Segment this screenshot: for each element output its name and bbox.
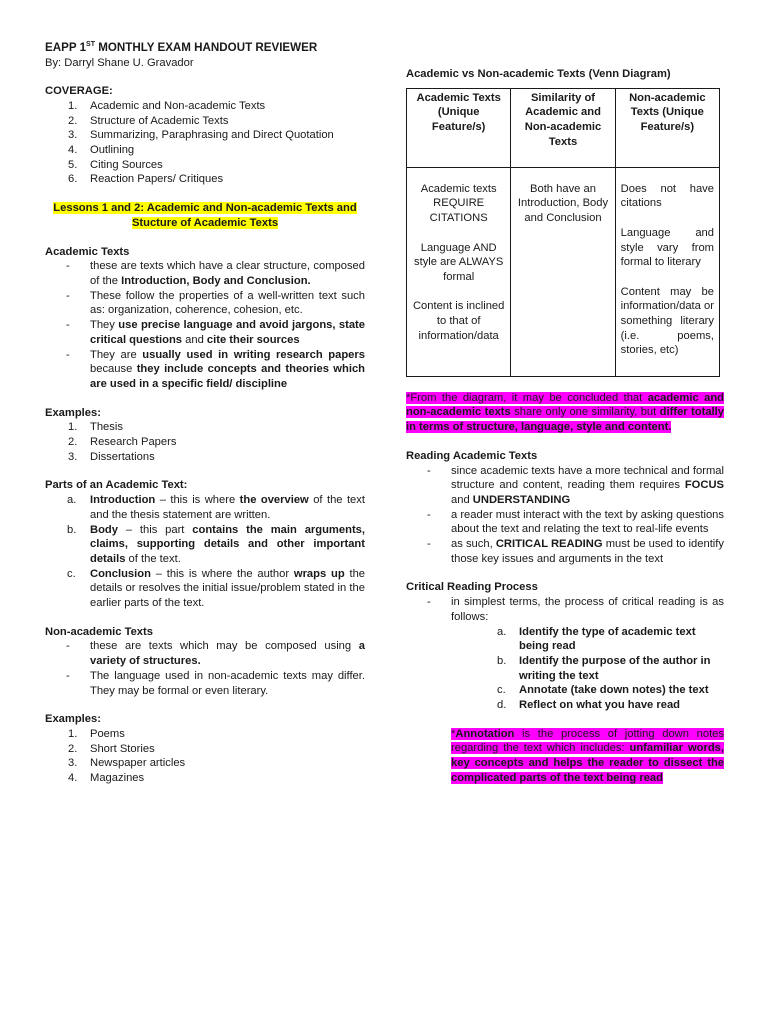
bullet-text: and [451,493,473,506]
note-bold: unfamiliar words, key concepts and helps the reader to dissect the complicated parts of the text being read [451,742,724,784]
parts-heading: Parts of an Academic Text: [45,479,188,492]
bullet-bold: FOCUS [684,479,724,492]
list-item [406,625,724,654]
list-item [45,128,365,143]
venn-col-academic-header: Academic Texts (Unique Feature/s) [407,88,511,167]
venn-cell-similarity [511,167,615,376]
reading-list [406,464,724,567]
step-text: Identify the type of academic text being read [519,625,696,653]
bullet-bold: a variety of structures. [90,640,365,668]
table-row [407,167,720,376]
list-number: 1. [68,727,78,740]
list-item [45,771,365,786]
cell-text: Academic texts REQUIRE CITATIONS [420,182,497,225]
bullet-text: and [182,333,207,346]
bullet-text: These follow the properties of a well-written text such as: organization, coherence, cohesion, etc. [90,289,365,317]
list-item [45,318,365,347]
part-text: – this part [117,523,193,536]
annotation-note [451,727,724,786]
non-academic-list [45,639,365,698]
coverage-heading: COVERAGE: [45,85,113,98]
lesson-heading-line2: Stucture of Academic Texts [131,216,279,229]
list-number: 2. [68,742,78,755]
critical-reading-steps [406,625,724,713]
list-number: 1. [68,99,78,112]
list-text: Structure of Academic Texts [90,114,229,127]
list-letter: b. [67,523,77,536]
list-item [45,727,365,742]
list-item [45,669,365,698]
list-item [406,654,724,683]
list-item [406,683,724,698]
list-text: Outlining [90,144,135,157]
critical-reading-heading: Critical Reading Process [406,581,538,594]
part-text: of the text and the thesis statement are written. [90,494,365,521]
venn-heading: Academic vs Non-academic Texts (Venn Diagram) [406,68,671,80]
list-number: 6. [68,173,78,186]
list-item [406,537,724,566]
list-item [45,756,365,771]
cell-text: Content is inclined to that of information/data [412,300,505,342]
dash-marker: - [66,289,70,302]
list-item [45,639,365,668]
dash-marker: - [427,464,431,477]
part-label: Conclusion [90,567,151,580]
note-bold: academic and non-academic texts [406,391,724,419]
academic-texts-heading: Academic Texts [45,245,130,258]
list-item [45,420,365,435]
list-text: Thesis [90,421,123,434]
bullet-text: these are texts which have a clear structure, composed of the [90,260,365,287]
bullet-bold: Introduction, Body and Conclusion. [121,275,311,287]
part-text: – this is where the author [150,567,294,580]
note-text: share only one similarity, but [510,406,660,419]
examples-heading: Examples: [45,406,101,419]
list-text: Newspaper articles [90,757,186,770]
list-item [45,450,365,465]
bullet-text: The language used in non-academic texts may differ. They may be formal or even literary. [90,669,365,697]
list-letter: a. [497,625,507,638]
examples-heading: Examples: [45,713,101,726]
list-letter: c. [497,684,506,697]
bullet-text: as such, [451,538,496,551]
document-title [45,38,365,56]
step-text: Annotate (take down notes) the text [519,684,709,697]
list-text: Citing Sources [90,158,163,171]
list-number: 4. [68,772,78,785]
venn-cell-nonacademic [615,167,719,376]
bullet-bold: usually used in writing research papers [142,348,365,361]
part-text: the details or resolves the initial issue/problem stated in the earlier parts of the text. [90,567,366,610]
table-header-row [407,88,720,167]
cell-text: Language and style vary from formal to literary [620,226,714,269]
step-text: Reflect on what you have read [519,699,681,712]
list-letter: b. [497,654,507,667]
list-text: Magazines [90,772,145,785]
list-text: Research Papers [90,436,177,449]
list-number: 5. [68,158,78,171]
part-bold: contains the main arguments, claims, supporting details and other important details [90,523,365,565]
lesson-heading-line1: Lessons 1 and 2: Academic and Non-academic Texts and [53,202,357,215]
bullet-text: must be used to identify those key issues and arguments in the text [451,538,724,565]
dash-marker: - [66,260,70,273]
list-item [45,493,365,522]
note-text: is the process of jotting down notes regarding the text which includes: [451,727,724,755]
bullet-bold: CRITICAL READING [495,538,603,551]
list-number: 1. [68,421,78,434]
venn-conclusion-note [406,391,724,435]
note-bold: differ totally in terms of structure, language, style and content. [406,406,724,434]
bullet-text: these are texts which may be composed using [90,640,359,653]
bullet-text: since academic texts have a more technical and formal structure and content, reading them requires [451,464,724,492]
part-text: – this is where [155,494,240,507]
dash-marker: - [66,319,70,332]
list-text: Dissertations [90,450,155,463]
dash-marker: - [66,640,70,653]
dash-marker: - [66,669,70,682]
list-item [45,143,365,158]
list-text: Poems [90,727,125,740]
dash-marker: - [427,508,431,521]
title-superscript: ST [86,41,95,48]
bullet-bold: they include concepts and theories which are used in a specific field/ discipline [90,363,365,390]
list-letter: a. [67,494,77,507]
list-item [45,523,365,567]
bullet-text: They [90,319,119,332]
list-item [45,99,365,114]
left-column [45,0,365,786]
part-label: Body [90,523,118,536]
list-item [406,464,724,508]
list-item [406,508,724,537]
critical-reading-intro [406,595,724,624]
cell-text: Does not have citations [620,182,714,210]
lesson-heading [45,201,365,230]
cell-text: Content may be information/data or something literary (i.e. poems, stories, etc) [620,285,714,357]
note-text: *From the diagram, it may be concluded that [406,391,648,404]
list-letter: d. [497,699,507,712]
dash-marker: - [427,538,431,551]
examples-list [45,727,365,786]
list-item [45,259,365,288]
bullet-text: They are [90,348,143,361]
bullet-text: because [90,363,137,376]
list-item [45,567,365,611]
non-academic-heading: Non-academic Texts [45,625,153,638]
step-text: Identify the purpose of the author in writing the text [519,654,711,682]
title-prefix: EAPP 1 [45,40,87,54]
list-text: Short Stories [90,742,155,755]
part-bold: wraps up [293,567,345,580]
venn-col-similarity-header: Similarity of Academic and Non-academic Texts [511,88,615,167]
venn-col-nonacademic-header: Non-academic Texts (Unique Feature/s) [615,88,719,167]
list-number: 2. [68,436,78,449]
list-letter: c. [67,567,76,580]
title-suffix: MONTHLY EXAM HANDOUT REVIEWER [94,40,318,54]
bullet-bold: use precise language and avoid jargons, state critical questions [90,319,365,346]
examples-list [45,420,365,464]
list-text: Reaction Papers/ Critiques [90,173,224,186]
bullet-bold: cite their sources [206,333,300,346]
coverage-list [45,99,365,187]
venn-cell-academic [407,167,511,376]
dash-marker: - [66,348,70,361]
note-bold: Annotation [455,727,515,740]
list-item [406,698,724,713]
cell-text: Both have an Introduction, Body and Conclusion [517,182,609,225]
part-label: Introduction [90,494,156,507]
venn-table [406,88,720,377]
list-number: 3. [68,757,78,770]
list-item [45,435,365,450]
list-item [45,289,365,318]
list-number: 2. [68,114,78,127]
author-line: By: Darryl Shane U. Gravador [45,56,194,69]
list-item [45,742,365,757]
part-bold: the overview [239,494,309,507]
list-item [406,595,724,624]
list-number: 4. [68,144,78,157]
academic-texts-list [45,259,365,391]
part-text: of the text. [125,552,181,565]
list-item [45,114,365,129]
dash-marker: - [427,596,431,609]
parts-list [45,493,365,611]
bullet-text: in simplest terms, the process of critical reading is as follows: [451,596,724,623]
list-text: Summarizing, Paraphrasing and Direct Quotation [90,129,334,142]
list-item [45,348,365,392]
list-number: 3. [68,129,78,142]
list-text: Academic and Non-academic Texts [90,99,266,112]
note-text: * [451,727,456,740]
cell-text: Language AND style are ALWAYS formal [414,241,504,283]
bullet-text: a reader must interact with the text by asking questions about the text and relating the text to real-life events [451,508,724,536]
list-item [45,158,365,173]
list-number: 3. [68,450,78,463]
bullet-bold: UNDERSTANDING [472,493,571,506]
list-item [45,172,365,187]
reading-heading: Reading Academic Texts [406,449,538,462]
right-column [406,0,724,786]
